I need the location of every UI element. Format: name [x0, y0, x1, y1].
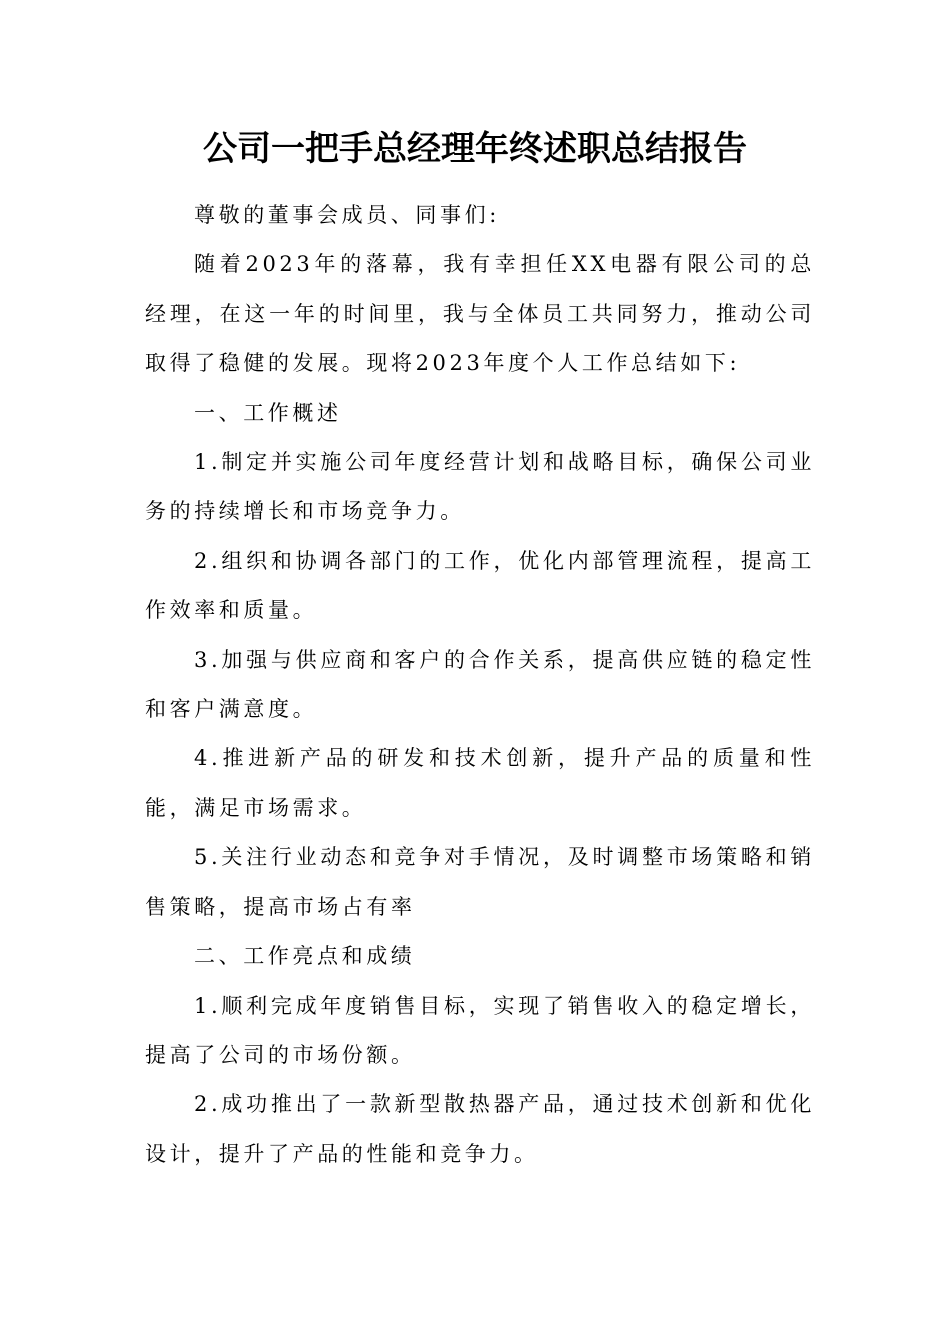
- intro-paragraph: 随着2023年的落幕，我有幸担任XX电器有限公司的总经理，在这一年的时间里，我与全体员工共同努力，推动公司取得了稳健的发展。现将2023年度个人工作总结如下:: [145, 252, 815, 376]
- overview-item-3: 3.加强与供应商和客户的合作关系，提高供应链的稳定性和客户满意度。: [145, 647, 815, 722]
- document-title: 公司一把手总经理年终述职总结报告: [203, 129, 747, 169]
- overview-item-1: 1.制定并实施公司年度经营计划和战略目标，确保公司业务的持续增长和市场竞争力。: [145, 450, 815, 524]
- document-body: [145, 191, 815, 1179]
- highlight-item-1: 1.顺利完成年度销售目标，实现了销售收入的稳定增长，提高了公司的市场份额。: [145, 993, 815, 1067]
- section-heading-overview: 一、工作概述: [194, 400, 342, 425]
- overview-item-5: 5.关注行业动态和竞争对手情况，及时调整市场策略和销售策略，提高市场占有率: [145, 845, 815, 919]
- overview-item-4: 4.推进新产品的研发和技术创新，提升产品的质量和性能，满足市场需求。: [145, 746, 815, 820]
- section-heading-highlights: 二、工作亮点和成绩: [194, 944, 416, 969]
- overview-item-2: 2.组织和协调各部门的工作，优化内部管理流程，提高工作效率和质量。: [145, 548, 815, 623]
- highlight-item-2: 2.成功推出了一款新型散热器产品，通过技术创新和优化设计，提升了产品的性能和竞争力。: [145, 1092, 815, 1166]
- salutation-paragraph: 尊敬的董事会成员、同事们:: [194, 203, 500, 227]
